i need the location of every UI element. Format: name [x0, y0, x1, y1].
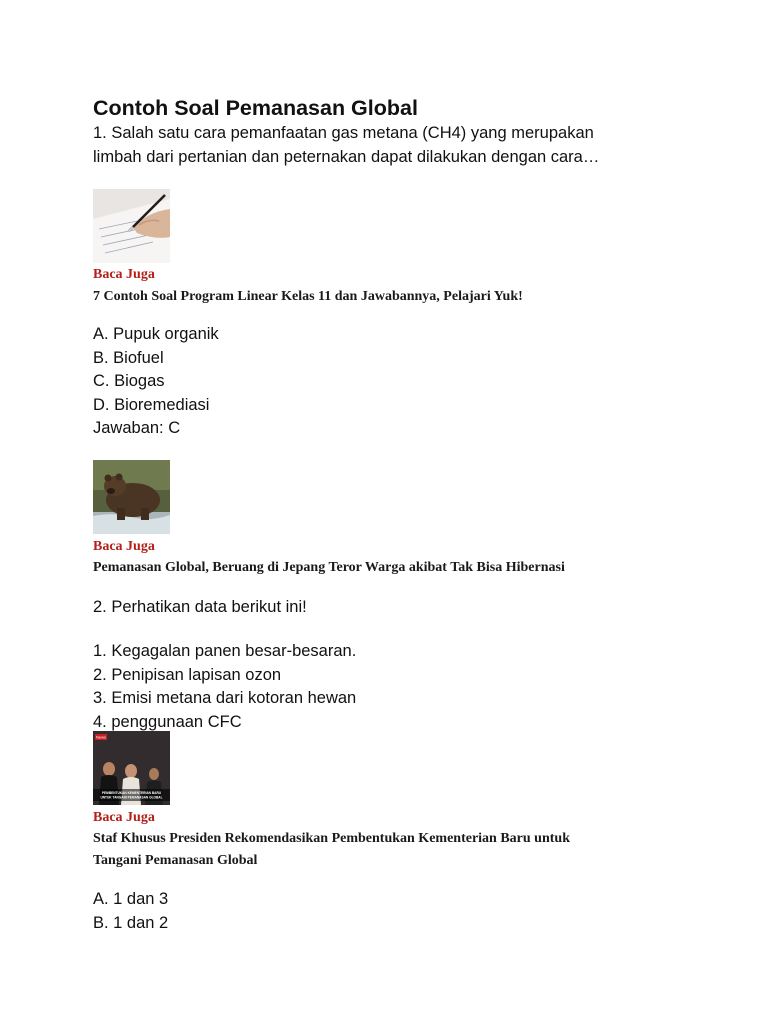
related-1-thumbnail[interactable]	[93, 189, 170, 263]
data-item-2: 2. Penipisan lapisan ozon	[93, 665, 282, 684]
related-3-title-line-2: Tangani Pemanasan Global	[93, 853, 258, 868]
question-1-line-2: limbah dari pertanian dan peternakan dapat dilakukan dengan cara…	[93, 147, 600, 166]
question-1	[93, 122, 599, 169]
option-b: B. 1 dan 2	[93, 913, 169, 932]
hand-writing-photo	[93, 189, 170, 263]
related-2-thumbnail[interactable]	[93, 460, 170, 534]
option-b: B. Biofuel	[93, 348, 164, 367]
news-caption-line-1: PEMBENTUKAN KEMENTERIAN BARU	[101, 791, 162, 795]
option-a: A. 1 dan 3	[93, 890, 169, 908]
question-1-options	[93, 323, 219, 441]
option-d: D. Bioremediasi	[93, 395, 210, 414]
related-3-title[interactable]	[93, 828, 653, 872]
news-caption-line-2: UNTUK TANGANI PEMANASAN GLOBAL	[100, 795, 163, 800]
question-2-intro: 2. Perhatikan data berikut ini!	[93, 598, 307, 616]
related-2-title[interactable]: Pemanasan Global, Beruang di Jepang Teror Warga akibat Tak Bisa Hibernasi	[93, 560, 565, 575]
option-a: A. Pupuk organik	[93, 325, 219, 343]
news-badge: News	[95, 734, 107, 740]
data-item-4: 4. penggunaan CFC	[93, 712, 242, 731]
data-item-1: 1. Kegagalan panen besar-besaran.	[93, 642, 357, 660]
related-1-label: Baca Juga	[93, 267, 155, 282]
related-3-title-line-1: Staf Khusus Presiden Rekomendasikan Pembentukan Kementerian Baru untuk	[93, 831, 570, 846]
question-2-items	[93, 640, 356, 734]
related-2-label: Baca Juga	[93, 539, 155, 554]
question-1-answer: Jawaban: C	[93, 419, 181, 437]
data-item-3: 3. Emisi metana dari kotoran hewan	[93, 689, 357, 707]
related-3-thumbnail[interactable]	[93, 731, 170, 805]
bear-photo	[93, 460, 170, 534]
related-1-title[interactable]: 7 Contoh Soal Program Linear Kelas 11 dan Jawabannya, Pelajari Yuk!	[93, 289, 523, 304]
question-1-line-1: 1. Salah satu cara pemanfaatan gas metana (CH4) yang merupakan	[93, 124, 594, 142]
related-3-label: Baca Juga	[93, 810, 155, 825]
option-c: C. Biogas	[93, 372, 165, 390]
news-photo	[93, 731, 170, 805]
article-title: Contoh Soal Pemanasan Global	[93, 96, 418, 120]
question-2-options	[93, 888, 168, 935]
